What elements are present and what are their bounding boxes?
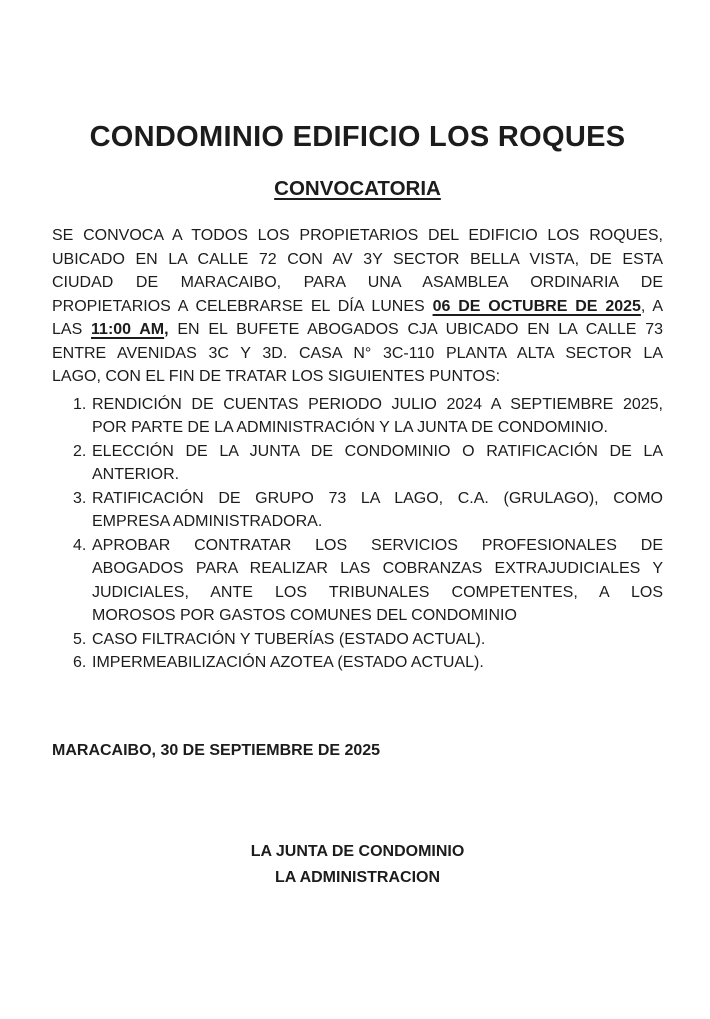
agenda-item-text <box>92 651 663 675</box>
text-segment: CASO FILTRACIÓN Y TUBERÍAS (ESTADO ACTUAL). <box>92 630 486 648</box>
text-segment: RENDICIÓN DE CUENTAS PERIODO JULIO 2024 A SEPTIEMBRE 2025, <box>92 395 663 413</box>
signature-line: LA ADMINISTRACION <box>274 869 441 886</box>
agenda-item-number: 2. <box>73 442 87 460</box>
signature-block <box>52 839 663 891</box>
text-segment: , <box>164 321 169 338</box>
text-segment: RATIFICACIÓN DE GRUPO 73 LA LAGO, C.A. (GRULAGO), COMO <box>92 489 663 507</box>
agenda-line <box>92 651 663 675</box>
text-segment: POR PARTE DE LA ADMINISTRACIÓN Y LA JUNTA DE CONDOMINIO. <box>92 419 608 436</box>
agenda-list <box>52 393 663 675</box>
agenda-item-text <box>92 487 663 534</box>
agenda-item-number: 3. <box>73 489 87 507</box>
agenda-item-text <box>92 628 663 652</box>
agenda-line <box>92 487 663 511</box>
text-segment: ELECCIÓN DE LA JUNTA DE CONDOMINIO O RATIFICACIÓN DE LA <box>92 442 663 460</box>
agenda-line <box>92 440 663 464</box>
intro-line <box>52 248 663 272</box>
document-subtitle: CONVOCATORIA <box>274 177 441 200</box>
agenda-line <box>92 534 663 558</box>
agenda-line <box>92 557 663 581</box>
agenda-line <box>92 416 663 440</box>
agenda-line <box>92 581 663 605</box>
intro-line <box>52 271 663 295</box>
agenda-item <box>73 440 663 487</box>
agenda-item-text <box>92 440 663 487</box>
agenda-line <box>92 463 663 487</box>
intro-line <box>52 342 663 366</box>
agenda-item <box>73 487 663 534</box>
text-segment: IMPERMEABILIZACIÓN AZOTEA (ESTADO ACTUAL). <box>92 654 484 671</box>
text-segment: ENTRE AVENIDAS 3C Y 3D. CASA N° 3C-110 PLANTA ALTA SECTOR LA <box>52 344 663 362</box>
text-segment: LAGO, CON EL FIN DE TRATAR LOS SIGUIENTES PUNTOS: <box>52 368 501 385</box>
agenda-item <box>73 651 663 675</box>
intro-line <box>52 224 663 248</box>
text-segment: SE CONVOCA A TODOS LOS PROPIETARIOS DEL EDIFICIO LOS ROQUES, <box>52 227 663 244</box>
agenda-item <box>73 628 663 652</box>
agenda-item-text <box>92 393 663 440</box>
text-segment: EMPRESA ADMINISTRADORA. <box>92 513 323 530</box>
text-segment: CIUDAD DE MARACAIBO, PARA UNA ASAMBLEA ORDINARIA DE <box>52 274 663 291</box>
text-segment: JUDICIALES, ANTE LOS TRIBUNALES COMPETENTES, A LOS <box>92 583 663 601</box>
agenda-item-number: 6. <box>73 654 87 671</box>
agenda-line <box>92 604 663 628</box>
text-segment: UBICADO EN LA CALLE 72 CON AV 3Y SECTOR BELLA VISTA, DE ESTA <box>52 250 663 268</box>
agenda-item <box>73 393 663 440</box>
text-segment: 11:00 AM <box>91 321 165 338</box>
text-segment: ABOGADOS PARA REALIZAR LAS COBRANZAS EXTRAJUDICIALES Y <box>92 560 663 577</box>
intro-paragraph <box>52 224 663 389</box>
text-segment: ANTERIOR. <box>92 466 180 483</box>
agenda-item-number: 1. <box>73 395 87 413</box>
intro-line <box>52 295 663 319</box>
agenda-item <box>73 534 663 628</box>
document-title: CONDOMINIO EDIFICIO LOS ROQUES <box>89 121 626 153</box>
signature-line: LA JUNTA DE CONDOMINIO <box>250 843 465 860</box>
text-segment: APROBAR CONTRATAR LOS SERVICIOS PROFESIONALES DE <box>92 536 663 554</box>
text-segment: 06 DE OCTUBRE DE 2025 <box>432 297 641 315</box>
intro-line <box>52 365 663 389</box>
text-segment: , A <box>640 297 664 315</box>
agenda-item-number: 5. <box>73 630 87 648</box>
text-segment: PROPIETARIOS A CELEBRARSE EL DÍA LUNES <box>52 297 433 315</box>
agenda-line <box>92 510 663 534</box>
intro-line <box>52 318 663 342</box>
text-segment: MOROSOS POR GASTOS COMUNES DEL CONDOMINIO <box>92 607 517 624</box>
text-segment: EN EL BUFETE ABOGADOS CJA UBICADO EN LA CALLE 73 <box>168 321 664 338</box>
agenda-line <box>92 393 663 417</box>
date-line: MARACAIBO, 30 DE SEPTIEMBRE DE 2025 <box>52 741 381 759</box>
text-segment: LAS <box>52 321 92 338</box>
agenda-item-number: 4. <box>73 536 87 554</box>
agenda-line <box>92 628 663 652</box>
agenda-item-text <box>92 534 663 628</box>
